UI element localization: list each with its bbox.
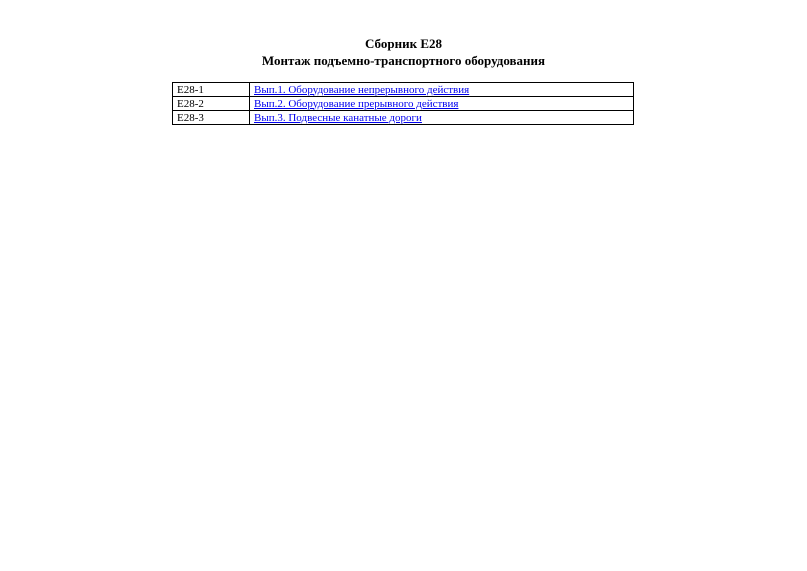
- issues-table: [172, 82, 634, 125]
- issue-title-cell: [250, 83, 634, 97]
- issue-link[interactable]: Вып.2. Оборудование прерывного действия: [254, 97, 459, 110]
- page-subtitle: Монтаж подъемно-транспортного оборудования: [261, 53, 546, 68]
- table-row: [173, 83, 634, 97]
- issue-code: Е28-1: [173, 83, 250, 97]
- issue-title-cell: [250, 111, 634, 125]
- issue-code: Е28-2: [173, 97, 250, 111]
- issue-link[interactable]: Вып.1. Оборудование непрерывного действия: [254, 83, 470, 96]
- page-title: Сборник Е28: [365, 36, 442, 51]
- table-row: [173, 111, 634, 125]
- issue-code: Е28-3: [173, 111, 250, 125]
- issue-link[interactable]: Вып.3. Подвесные канатные дороги: [254, 111, 422, 124]
- issue-title-cell: [250, 97, 634, 111]
- table-row: [173, 97, 634, 111]
- document-header: [0, 36, 807, 69]
